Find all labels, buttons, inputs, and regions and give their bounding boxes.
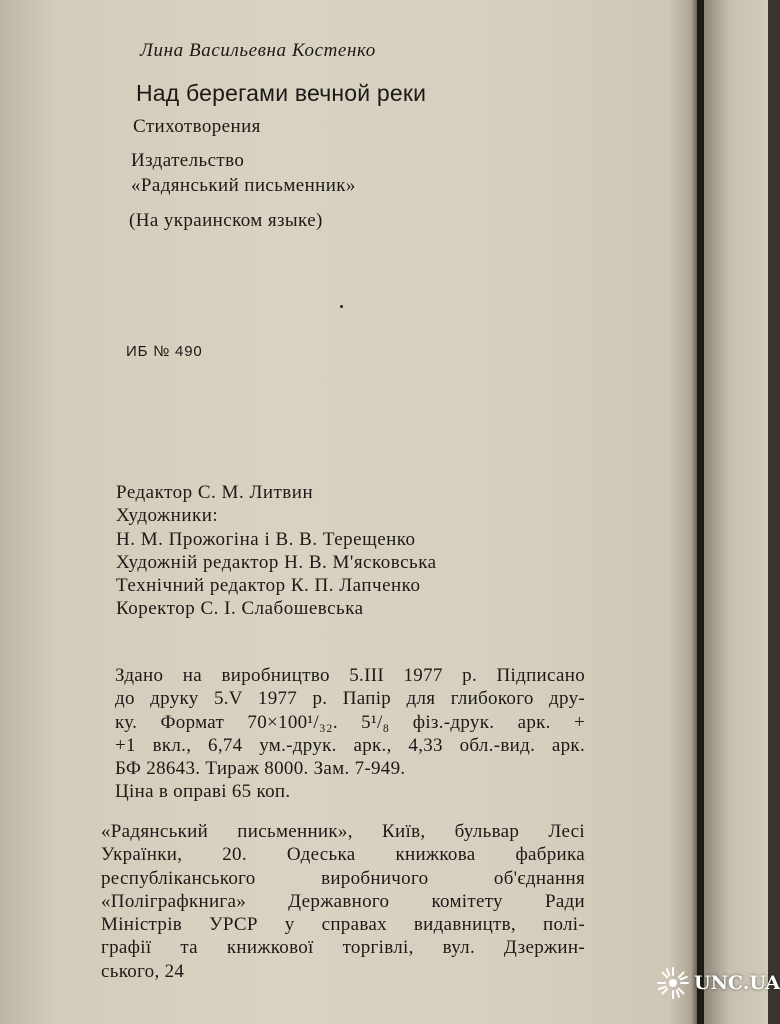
publisher-address: [101, 820, 585, 983]
address-line: «Поліграфкнига» Державного комітету Ради: [101, 890, 585, 912]
next-page-edge: [704, 0, 768, 1024]
printing-details: [115, 664, 585, 804]
credit-line: Художній редактор Н. В. М'ясковська: [116, 551, 437, 573]
ib-number: ИБ № 490: [126, 343, 203, 360]
page-dot: [340, 305, 343, 308]
publisher-block: [131, 148, 356, 198]
printing-line: Здано на виробництво 5.III 1977 р. Підписано: [115, 665, 585, 686]
credit-line: Коректор С. І. Слабошевська: [116, 598, 364, 620]
address-line: Українки, 20. Одеська книжкова фабрика: [101, 844, 585, 866]
printing-line: БФ 28643. Тираж 8000. Зам. 7-949.: [115, 758, 406, 780]
credit-line: Художники:: [116, 505, 219, 527]
credits-block: [116, 481, 437, 621]
book-spine-gap: [697, 0, 704, 1024]
printing-line: ку. Формат 70×100¹/₃₂. 5¹/₈ фіз.-друк. арк. +: [115, 711, 585, 733]
address-line: графії та книжкової торгівлі, вул. Дзержин-: [101, 937, 585, 959]
watermark-text: UNC.UA: [694, 972, 780, 994]
language-note: (На украинском языке): [129, 210, 323, 231]
printing-line: Ціна в оправі 65 коп.: [115, 781, 291, 803]
address-line: ського, 24: [101, 960, 185, 982]
publisher-line: «Радянський письменник»: [131, 175, 356, 196]
credit-line: Технічний редактор К. П. Лапченко: [116, 575, 421, 597]
credit-line: Н. М. Прожогіна і В. В. Терещенко: [116, 528, 416, 550]
printing-line: до друку 5.V 1977 р. Папір для глибокого дру-: [115, 688, 585, 710]
author-name: Лина Васильевна Костенко: [140, 40, 376, 61]
page-gutter: [690, 0, 697, 1024]
printing-line: +1 вкл., 6,74 ум.-друк. арк., 4,33 обл.-вид. арк.: [115, 734, 585, 756]
address-line: «Радянський письменник», Київ, бульвар Лесі: [101, 821, 585, 842]
book-title: Над берегами вечной реки: [136, 80, 427, 106]
address-line: республіканського виробничого об'єднання: [101, 867, 585, 889]
sunburst-logo-icon: [656, 966, 690, 1000]
watermark: [656, 966, 780, 1000]
credit-line: Редактор С. М. Литвин: [116, 482, 314, 503]
publisher-line: Издательство: [131, 150, 245, 171]
book-subtitle: Стихотворения: [133, 116, 261, 137]
address-line: Міністрів УРСР у справах видавництв, полі-: [101, 914, 585, 936]
